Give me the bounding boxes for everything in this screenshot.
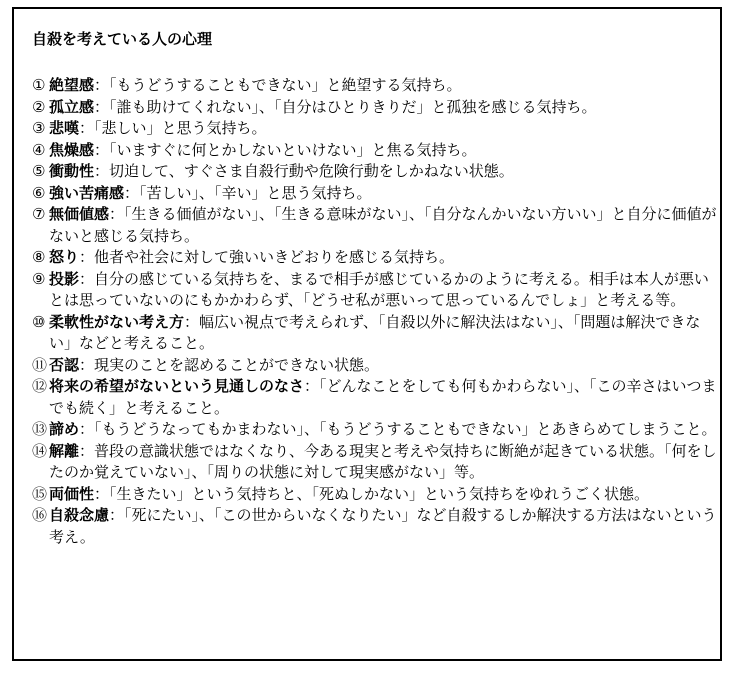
list-item: [32, 118, 718, 140]
item-content: [49, 247, 718, 269]
item-content: [49, 118, 718, 140]
item-description: ：「いますぐに何とかしないといけない」と焦る気持ち。: [94, 140, 477, 159]
list-item: [32, 419, 718, 441]
item-term: 解離: [49, 441, 80, 460]
item-description: ：自分の感じている気持ちを、まるで相手が感じているかのように考える。相手は本人が悪いとは思っていないのにもかかわらず、「どうせ私が悪いって思っているんでしょ」と考える等。: [49, 269, 709, 309]
item-content: [49, 269, 718, 312]
item-description: ：切迫して、すぐさま自殺行動や危険行動をしかねない状態。: [94, 162, 514, 180]
list-item: [32, 247, 718, 269]
item-term: 孤立感: [49, 97, 95, 116]
content-box: [12, 7, 722, 661]
item-content: [49, 183, 718, 205]
list-item: [32, 269, 718, 312]
item-term: 両価性: [49, 484, 95, 503]
list-item: [32, 312, 718, 355]
item-number: ⑫: [32, 377, 48, 395]
item-description: ：「悲しい」と思う気持ち。: [79, 119, 267, 137]
item-content: [49, 376, 718, 419]
item-number: ⑭: [32, 441, 48, 460]
item-content: [49, 204, 718, 247]
item-number: ⑮: [32, 484, 48, 503]
psychology-list: [32, 75, 718, 548]
item-description: ：他者や社会に対して強いいきどおりを感じる気持ち。: [79, 248, 455, 266]
list-item: [32, 505, 718, 548]
item-term: 無価値感: [49, 205, 110, 223]
item-number: ⑥: [32, 183, 46, 202]
item-content: [49, 97, 718, 119]
item-content: [49, 441, 718, 484]
item-content: [49, 484, 718, 506]
item-description: ：普段の意識状態ではなくなり、今ある現実と考えや気持ちに断絶が起きている状態。「何をしたのか覚えていない」、「周りの状態に対して現実感がない」等。: [49, 441, 717, 481]
item-number: ⑩: [32, 312, 46, 331]
item-description: ：「生きたい」という気持ちと、「死ぬしかない」という気持ちをゆれうごく状態。: [94, 484, 650, 503]
item-description: ：「どんなことをしても何もかわらない」、「この辛さはいつまでも続く」と考えること。: [49, 377, 717, 417]
list-item: [32, 484, 718, 506]
item-term: 怒り: [49, 248, 80, 266]
item-number: ④: [32, 140, 46, 159]
item-content: [49, 75, 718, 97]
document-title: 自殺を考えている人の心理: [32, 30, 213, 48]
item-number: ③: [32, 119, 46, 137]
item-number: ⑧: [32, 248, 46, 266]
item-term: 否認: [49, 355, 80, 374]
list-item: [32, 204, 718, 247]
item-term: 絶望感: [49, 76, 95, 94]
item-description: ：「死にたい」、「この世からいなくなりたい」など自殺するしか解決する方法はないという考え。: [49, 506, 717, 546]
list-item: [32, 161, 718, 183]
item-number: ②: [32, 97, 46, 116]
item-term: 自殺念慮: [49, 506, 110, 524]
list-item: [32, 75, 718, 97]
item-term: 投影: [49, 269, 80, 288]
item-term: 諦め: [49, 420, 80, 438]
list-item: [32, 97, 718, 119]
item-description: ：「誰も助けてくれない」、「自分はひとりきりだ」と孤独を感じる気持ち。: [94, 97, 597, 116]
item-term: 柔軟性がない考え方: [49, 312, 185, 331]
list-item: [32, 441, 718, 484]
item-description: ：「生きる価値がない」、「生きる意味がない」、「自分なんかいない方いい」と自分に価値がないと感じる気持ち。: [49, 205, 717, 245]
list-item: [32, 376, 718, 419]
item-number: ⑪: [32, 355, 48, 374]
item-term: 悲嘆: [49, 119, 80, 137]
item-content: [49, 161, 718, 183]
item-description: ：現実のことを認めることができない状態。: [79, 355, 380, 374]
item-number: ⑦: [32, 205, 46, 223]
item-number: ⑯: [32, 506, 48, 524]
item-description: ：「もうどうすることもできない」と絶望する気持ち。: [94, 76, 462, 94]
item-content: [49, 505, 718, 548]
item-number: ①: [32, 76, 46, 94]
item-description: ：幅広い視点で考えられず、「自殺以外に解決法はない」、「問題は解決できない」などと考えること。: [49, 312, 701, 352]
item-term: 強い苦痛感: [49, 183, 125, 202]
list-item: [32, 183, 718, 205]
list-item: [32, 140, 718, 162]
item-content: [49, 312, 718, 355]
item-number: ⑨: [32, 269, 46, 288]
item-content: [49, 355, 718, 377]
item-term: 将来の希望がないという見通しのなさ: [49, 377, 305, 395]
item-description: ：「もうどうなってもかまわない」、「もうどうすることもできない」とあきらめてしまうこと。: [79, 420, 717, 438]
item-number: ⑬: [32, 420, 48, 438]
list-item: [32, 355, 718, 377]
item-term: 衝動性: [49, 162, 95, 180]
item-number: ⑤: [32, 162, 46, 180]
item-content: [49, 140, 718, 162]
item-content: [49, 419, 718, 441]
item-description: ：「苦しい」、「辛い」と思う気持ち。: [124, 183, 372, 202]
item-term: 焦燥感: [49, 140, 95, 159]
